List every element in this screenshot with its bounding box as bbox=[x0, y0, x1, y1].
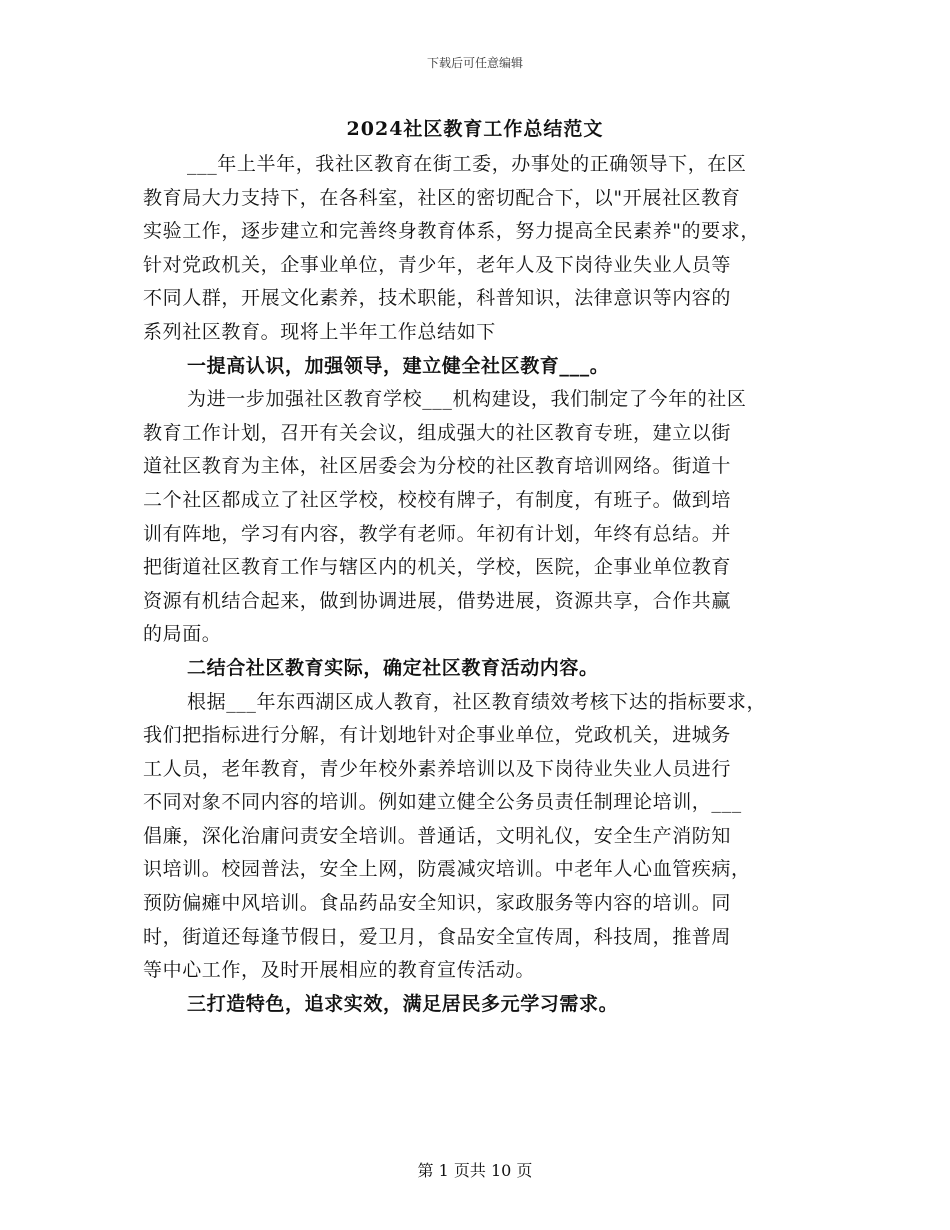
paragraph-line: 时，街道还每逢节假日，爱卫月，食品安全宣传周，科技周，推普周 bbox=[143, 925, 732, 948]
paragraph-line: 倡廉，深化治庸问责安全培训。普通话，文明礼仪，安全生产消防知 bbox=[143, 824, 732, 847]
paragraph-line: 实验工作，逐步建立和完善终身教育体系，努力提高全民素养"的要求， bbox=[143, 220, 760, 243]
page-footer: 第 1 页共 10 页 bbox=[417, 1161, 533, 1180]
paragraph-line: 不同人群，开展文化素养，技术职能，科普知识，法律意识等内容的 bbox=[143, 287, 732, 310]
paragraph-line: 我们把指标进行分解，有计划地针对企事业单位，党政机关，进城务 bbox=[143, 724, 732, 747]
paragraph-line: 为进一步加强社区教育学校___机构建设，我们制定了今年的社区 bbox=[187, 388, 747, 411]
document-title: 2024社区教育工作总结范文 bbox=[346, 118, 604, 140]
paragraph-line: 工人员，老年教育，青少年校外素养培训以及下岗待业失业人员进行 bbox=[143, 757, 732, 780]
paragraph-line: 教育局大力支持下，在各科室，社区的密切配合下，以"开展社区教育 bbox=[143, 186, 741, 209]
paragraph-line: 识培训。校园普法，安全上网，防震减灾培训。中老年人心血管疾病， bbox=[143, 858, 751, 881]
section-heading: 三打造特色，追求实效，满足居民多元学习需求。 bbox=[187, 992, 619, 1015]
paragraph-line: 把街道社区教育工作与辖区内的机关，学校，医院，企事业单位教育 bbox=[143, 556, 732, 579]
paragraph-line: 系列社区教育。现将上半年工作总结如下 bbox=[143, 320, 496, 343]
paragraph-line: 教育工作计划，召开有关会议，组成强大的社区教育专班，建立以街 bbox=[143, 421, 732, 444]
paragraph-line: 的局面。 bbox=[143, 623, 222, 646]
paragraph-line: 针对党政机关，企事业单位，青少年，老年人及下岗待业失业人员等 bbox=[143, 253, 732, 276]
section-heading: 二结合社区教育实际，确定社区教育活动内容。 bbox=[187, 656, 599, 679]
section-heading: 一提高认识，加强领导，建立健全社区教育___。 bbox=[187, 354, 610, 377]
paragraph-line: 根据___年东西湖区成人教育，社区教育绩效考核下达的指标要求， bbox=[187, 690, 767, 713]
paragraph-line: 训有阵地，学习有内容，教学有老师。年初有计划，年终有总结。并 bbox=[143, 522, 732, 545]
paragraph-line: 预防偏瘫中风培训。食品药品安全知识，家政服务等内容的培训。同 bbox=[143, 892, 732, 915]
paragraph-line: ___年上半年，我社区教育在街工委，办事处的正确领导下，在区 bbox=[187, 153, 747, 175]
page-header: 下载后可任意编辑 bbox=[426, 56, 523, 70]
paragraph-line: 不同对象不同内容的培训。例如建立健全公务员责任制理论培训，___ bbox=[143, 791, 742, 814]
paragraph-line: 等中心工作，及时开展相应的教育宣传活动。 bbox=[143, 959, 536, 982]
document-body bbox=[143, 148, 823, 1021]
paragraph-line: 二个社区都成立了社区学校，校校有牌子，有制度，有班子。做到培 bbox=[143, 488, 732, 511]
paragraph-line: 道社区教育为主体，社区居委会为分校的社区教育培训网络。街道十 bbox=[143, 455, 732, 478]
paragraph-line: 资源有机结合起来，做到协调进展，借势进展，资源共享，合作共赢 bbox=[143, 589, 732, 612]
